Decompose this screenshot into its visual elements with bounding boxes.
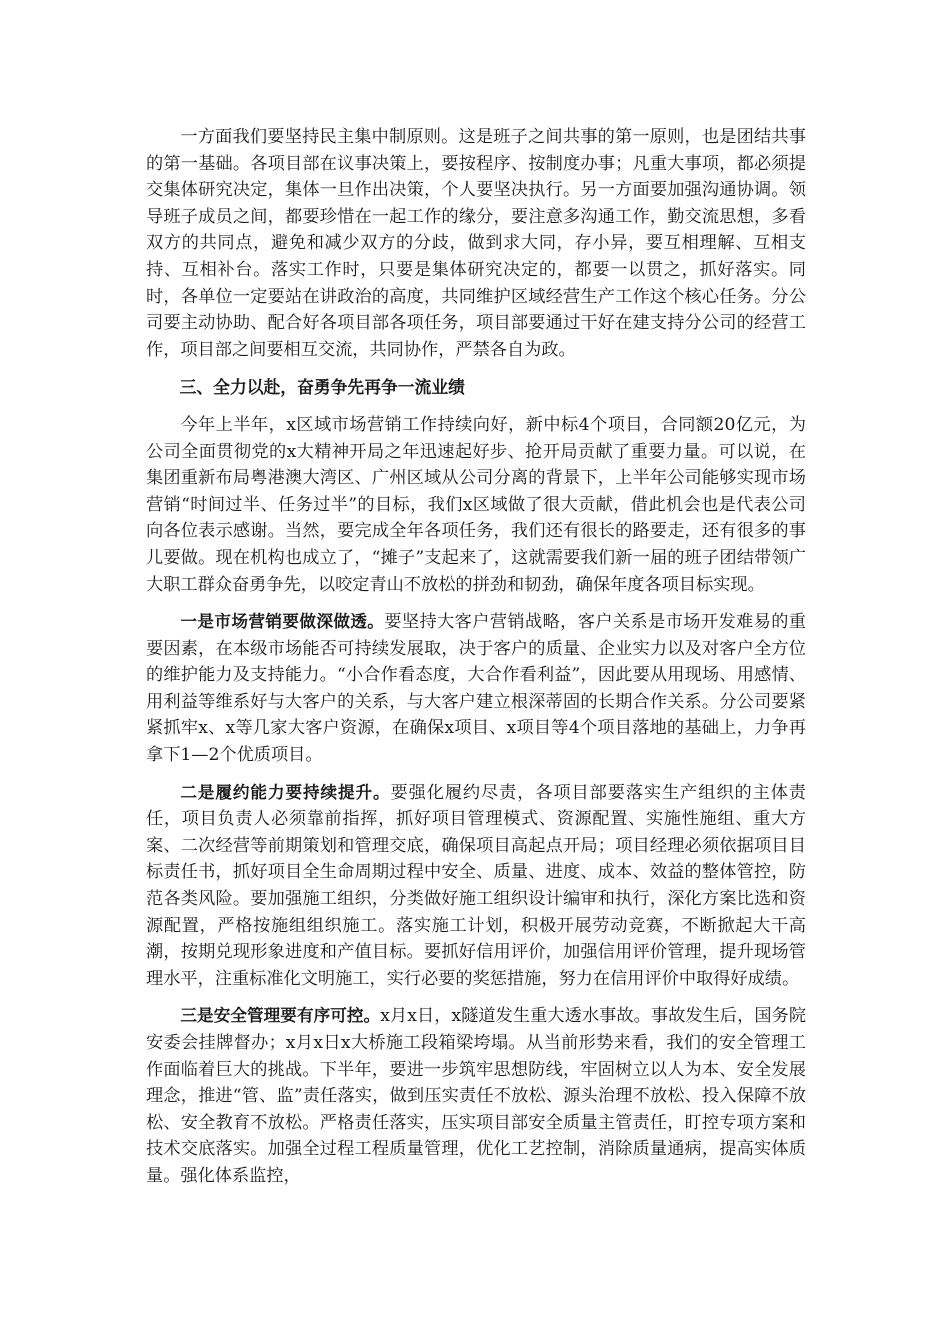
paragraph-performance-capability xyxy=(146,780,806,993)
paragraph-lead-safety: 三是安全管理要有序可控。 xyxy=(180,1006,381,1026)
paragraph-market-marketing xyxy=(146,609,806,769)
paragraph-body-performance: 要强化履约尽责，各项目部要落实生产组织的主体责任，项目负责人必须靠前指挥，抓好项目管理模式、资源配置、实施性施组、重大方案、二次经营等前期策划和管理交底，确保项目高起点开局；项目经理必须依据项目目标责任书，抓好项目全生命周期过程中安全、质量、进度、成本、效益的整体管控，防范各类风险。要加强施工组织，分类做好施工组织设计编审和执行，深化方案比选和资源配置，严格按施组组织施工。落实施工计划，积极开展劳动竞赛，不断掀起大干高潮，按期兑现形象进度和产值目标。要抓好信用评价，加强信用评价管理，提升现场管理水平，注重标准化文明施工，实行必要的奖惩措施，努力在信用评价中取得好成绩。 xyxy=(146,782,806,989)
paragraph-lead-marketing: 一是市场营销要做深做透。 xyxy=(180,612,385,632)
document-page xyxy=(146,124,806,1201)
section-heading-3: 三、全力以赴，奋勇争先再争一流业绩 xyxy=(179,377,465,398)
paragraph-body-marketing: 要坚持大客户营销战略，客户关系是市场开发难易的重要因素，在本级市场能否可持续发展取，决于客户的质量、企业实力以及对客户全方位的维护能力及支持能力。“小合作看态度，大合作看利益”，因此要从用现场、用感情、用利益等维系好与大客户的关系，与大客户建立根深蒂固的长期合作关系。分公司要紧紧抓牢x、x等几家大客户资源，在确保x项目、x项目等4个项目落地的基础上，力争再拿下1—2个优质项目。 xyxy=(146,612,806,766)
paragraph-lead-performance: 二是履约能力要持续提升。 xyxy=(180,782,391,802)
paragraph-body-safety: x月x日，x隧道发生重大透水事故。事故发生后，国务院安委会挂牌督办；x月x日x大桥施工段箱梁垮塌。从当前形势来看，我们的安全管理工作面临着巨大的挑战。下半年，要进一步筑牢思想防线，牢固树立以人为本、安全发展理念，推进“管、监”责任落实，做到压实责任不放松、源头治理不放松、投入保障不放松、安全教育不放松。严格责任落实，压实项目部安全质量主管责任，盯控专项方案和技术交底落实。加强全过程工程质量管理，优化工艺控制，消除质量通病，提高实体质量。强化体系监控， xyxy=(146,1006,807,1186)
paragraph-safety-management xyxy=(146,1003,806,1189)
paragraph-first-half-review: 今年上半年，x区域市场营销工作持续向好，新中标4个项目，合同额20亿元，为公司全面贯彻党的x大精神开局之年迅速起好步、抢开局贡献了重要力量。可以说，在集团重新布局粤港澳大湾区、广州区域从公司分离的背景下，上半年公司能够实现市场营销“时间过半、任务过半”的目标，我们x区域做了很大贡献，借此机会也是代表公司向各位表示感谢。当然，要完成全年各项任务，我们还有很长的路要走，还有很多的事儿要做。现在机构也成立了，“摊子”支起来了，这就需要我们新一届的班子团结带领广大职工群众奋勇争先，以咬定青山不放松的拼劲和韧劲，确保年度各项目标实现。 xyxy=(146,414,806,595)
paragraph-democratic-centralism: 一方面我们要坚持民主集中制原则。这是班子之间共事的第一原则，也是团结共事的第一基础。各项目部在议事决策上，要按程序、按制度办事；凡重大事项，都必须提交集体研究决定，集体一旦作出决策，个人要坚决执行。另一方面要加强沟通协调。领导班子成员之间，都要珍惜在一起工作的缘分，要注意多沟通工作，勤交流思想，多看双方的共同点，避免和减少双方的分歧，做到求大同，存小异，要互相理解、互相支持、互相补台。落实工作时，只要是集体研究决定的，都要一以贯之，抓好落实。同时，各单位一定要站在讲政治的高度，共同维护区域经营生产工作这个核心任务。分公司要主动协助、配合好各项目部各项任务，项目部要通过干好在建支持分公司的经营工作，项目部之间要相互交流，共同协作，严禁各自为政。 xyxy=(146,127,806,360)
